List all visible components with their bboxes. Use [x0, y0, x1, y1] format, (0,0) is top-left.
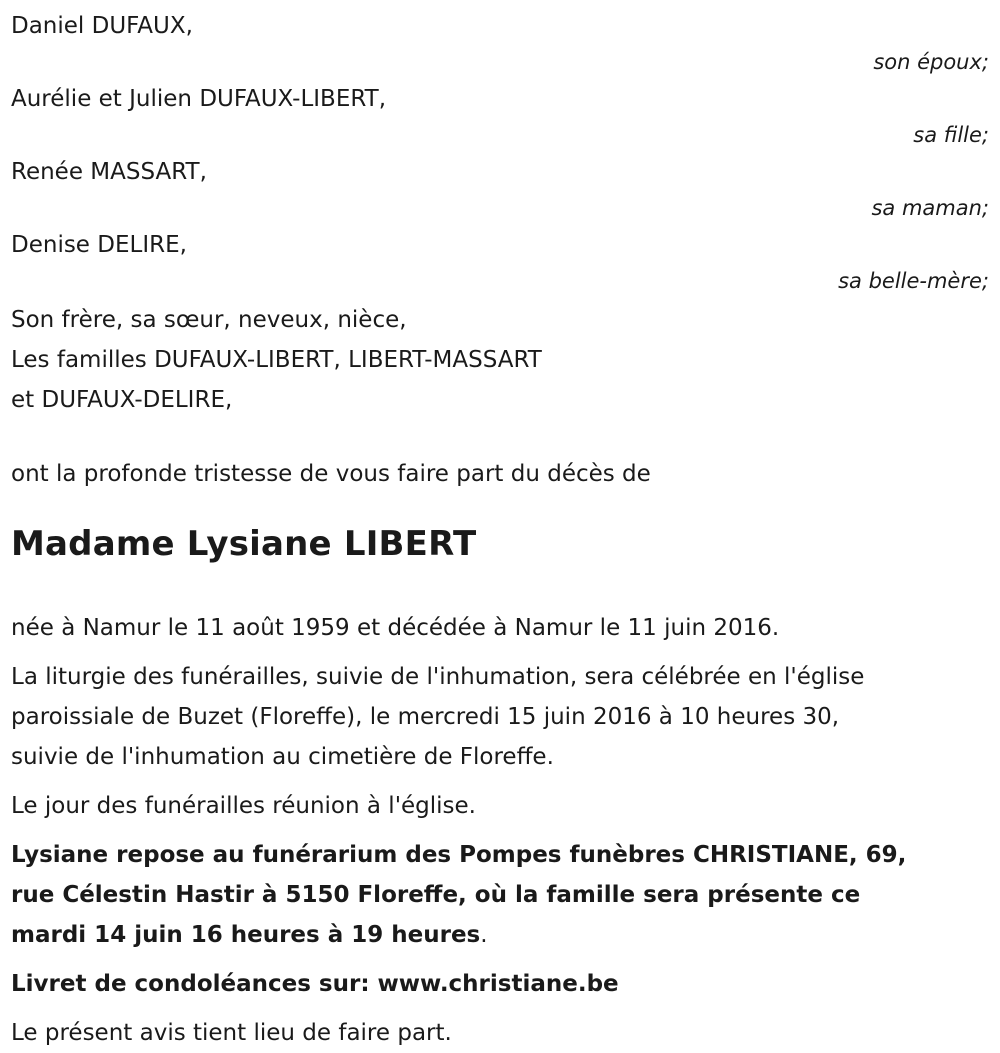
repose-line: Lysiane repose au funérarium des Pompes funèbres CHRISTIANE, 69, — [11, 842, 907, 868]
family-member-2 — [11, 85, 989, 148]
condolences-text: Livret de condoléances sur: www.christiane.be — [11, 971, 619, 997]
family-member-name: Aurélie et Julien DUFAUX-LIBERT, — [11, 86, 387, 112]
other-family-line: Les familles DUFAUX-LIBERT, LIBERT-MASSART — [11, 347, 542, 373]
other-family-line: Son frère, sa sœur, neveux, nièce, — [11, 307, 407, 333]
repose-line — [11, 915, 989, 955]
repose-line-text: mardi 14 juin 16 heures à 19 heures — [11, 922, 481, 948]
liturgy-line: paroissiale de Buzet (Floreffe), le mercredi 15 juin 2016 à 10 heures 30, — [11, 704, 840, 730]
other-family — [11, 300, 989, 420]
liturgy-line: suivie de l'inhumation au cimetière de Floreffe. — [11, 744, 554, 770]
liturgy-paragraph — [11, 657, 989, 777]
repose-line: rue Célestin Hastir à 5150 Floreffe, où la famille sera présente ce — [11, 882, 861, 908]
reunion-text: Le jour des funérailles réunion à l'église. — [11, 793, 476, 819]
announcement-text: ont la profonde tristesse de vous faire part du décès de — [11, 461, 651, 487]
family-member-relation: sa fille; — [913, 123, 989, 147]
family-member-name: Denise DELIRE, — [11, 232, 187, 258]
final-note: Le présent avis tient lieu de faire part. — [11, 1020, 452, 1046]
family-member-1 — [11, 0, 989, 75]
obituary-notice — [11, 0, 989, 1053]
family-member-name: Renée MASSART, — [11, 159, 207, 185]
deceased-name: Madame Lysiane LIBERT — [11, 524, 477, 564]
birth-death-text: née à Namur le 11 août 1959 et décédée à Namur le 11 juin 2016. — [11, 615, 780, 641]
other-family-line: et DUFAUX-DELIRE, — [11, 387, 233, 413]
liturgy-line: La liturgie des funérailles, suivie de l'inhumation, sera célébrée en l'église — [11, 664, 865, 690]
family-member-name: Daniel DUFAUX, — [11, 13, 193, 39]
family-member-relation: son époux; — [873, 50, 989, 74]
family-member-relation: sa maman; — [871, 196, 989, 220]
repose-line-tail: . — [480, 922, 488, 948]
family-member-4 — [11, 231, 989, 294]
family-member-relation: sa belle-mère; — [838, 269, 989, 293]
family-member-3 — [11, 158, 989, 221]
repose-paragraph — [11, 835, 989, 955]
